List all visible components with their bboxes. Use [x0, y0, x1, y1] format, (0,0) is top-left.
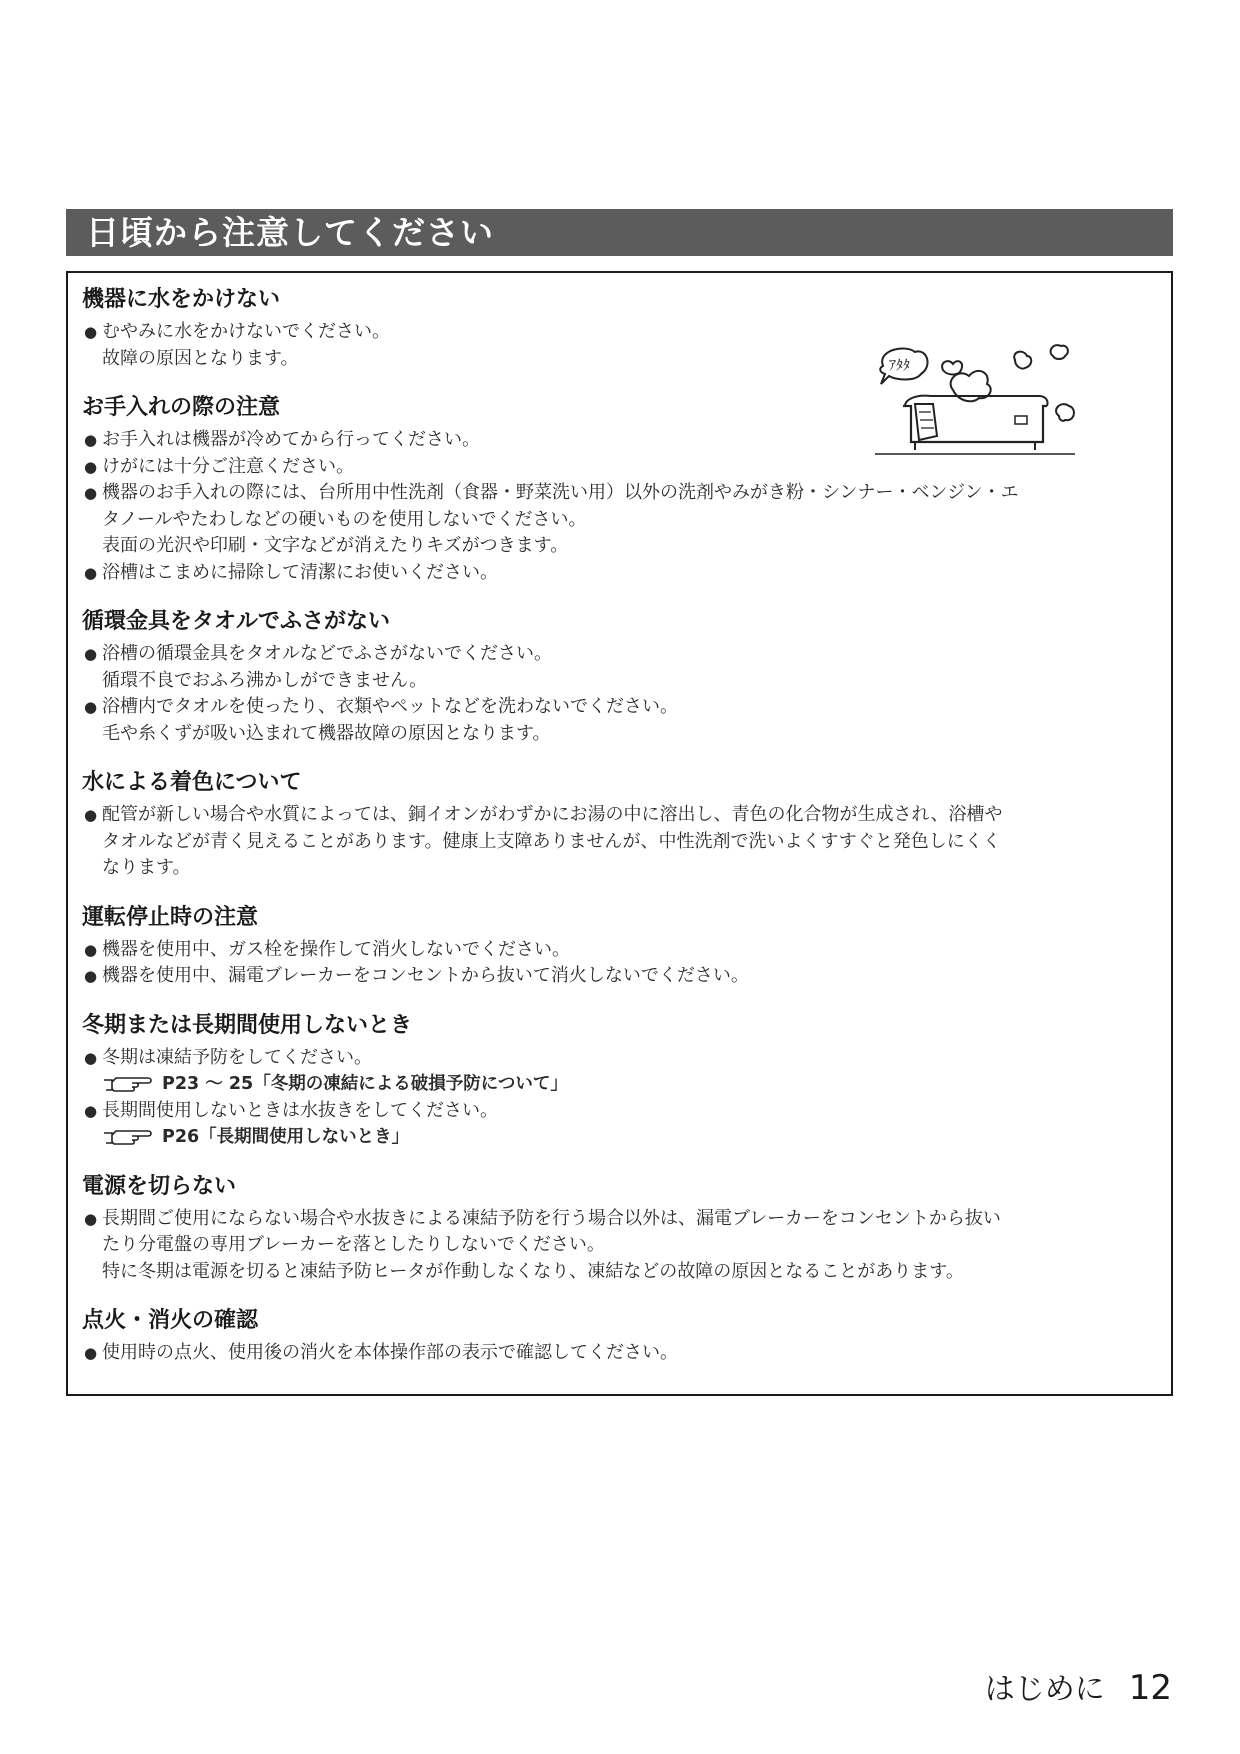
page-banner — [66, 209, 1173, 256]
bullet-dot-icon: ● — [84, 1209, 98, 1228]
page-reference-link[interactable] — [102, 1124, 1157, 1151]
bullet-dot-icon: ● — [84, 457, 98, 476]
bullet-dot-icon: ● — [84, 323, 98, 341]
bullet-text-line: 冬期は凍結予防をしてください。 — [102, 1046, 372, 1068]
bullet-text-line: 表面の光沢や印刷・文字などが消えたりキズがつきます。 — [102, 535, 569, 556]
chapter-label: はじめに — [984, 1672, 1105, 1707]
bullet-dot-icon: ● — [84, 698, 98, 716]
section-title: 循環金具をタオルでふさがない — [82, 609, 391, 634]
section-title: 点火・消火の確認 — [82, 1308, 259, 1333]
section-title: お手入れの際の注意 — [82, 395, 281, 420]
page-footer — [985, 1668, 1172, 1710]
page-number: 12 — [1128, 1668, 1172, 1708]
pointing-hand-icon — [102, 1127, 154, 1145]
caution-section — [82, 764, 1157, 882]
bullet-text-line: 配管が新しい場合や水質によっては、銅イオンがわずかにお湯の中に溶出し、青色の化合物が生成され、浴槽や — [102, 804, 1003, 825]
caution-section — [82, 603, 1157, 747]
bullet-dot-icon: ● — [84, 645, 98, 663]
bullet-item — [82, 1206, 1157, 1286]
bullet-item — [82, 1098, 1157, 1151]
bullet-item — [82, 694, 1157, 747]
bullet-text-line: お手入れは機器が冷めてから行ってください。 — [102, 429, 480, 450]
bullet-dot-icon: ● — [84, 806, 98, 824]
bullet-text-line: 浴槽の循環金具をタオルなどでふさがないでください。 — [102, 643, 552, 664]
section-title: 水による着色について — [82, 770, 302, 795]
bullet-text-line: 機器のお手入れの際には、台所用中性洗剤（食器・野菜洗い用）以外の洗剤やみがき粉・シンナー・ベンジン・エ — [102, 482, 1019, 503]
bullet-text-line: 機器を使用中、ガス栓を操作して消火しないでください。 — [102, 938, 570, 960]
section-title: 冬期または長期間使用しないとき — [82, 1012, 413, 1038]
bullet-text-line: 特に冬期は電源を切ると凍結予防ヒータが作動しなくなり、凍結などの故障の原因となることがあります。 — [102, 1260, 964, 1282]
bullet-dot-icon: ● — [84, 940, 98, 959]
bathtub-towel-icon — [875, 342, 1075, 460]
caution-section — [82, 1007, 1157, 1151]
bullet-text-line: タノールやたわしなどの硬いものを使用しないでください。 — [102, 508, 587, 530]
bullet-text-line: 機器を使用中、漏電ブレーカーをコンセントから抜いて消火しないでください。 — [102, 965, 749, 986]
bullet-item — [82, 641, 1157, 694]
bullet-list — [82, 1045, 1157, 1151]
bullet-text-line: 長期間使用しないときは水抜きをしてください。 — [102, 1099, 498, 1121]
bullet-dot-icon: ● — [84, 1344, 98, 1362]
bullet-dot-icon: ● — [84, 1048, 98, 1067]
bullet-dot-icon: ● — [84, 967, 98, 985]
bullet-text-line: 浴槽はこまめに掃除して清潔にお使いください。 — [102, 561, 498, 583]
banner-title: 日頃から注意してください — [86, 213, 494, 252]
bullet-text-line: 故障の原因となります。 — [102, 347, 299, 369]
bullet-item — [82, 1340, 1157, 1367]
reference-text: P26「長期間使用しないとき」 — [162, 1127, 410, 1147]
bullet-text-line: むやみに水をかけないでください。 — [102, 321, 390, 342]
bullet-text-line: 毛や糸くずが吸い込まれて機器故障の原因となります。 — [102, 722, 551, 744]
bullet-text-line: たり分電盤の専用ブレーカーを落としたりしないでください。 — [102, 1234, 605, 1255]
caution-section — [82, 1302, 1157, 1367]
bullet-text-line: けがには十分ご注意ください。 — [102, 455, 354, 477]
caution-section — [82, 899, 1157, 990]
bullet-list — [82, 1340, 1157, 1367]
section-title: 運転停止時の注意 — [82, 904, 259, 930]
page-reference-link[interactable] — [102, 1071, 1157, 1098]
bullet-list — [82, 641, 1157, 747]
bullet-dot-icon: ● — [84, 484, 98, 502]
bullet-text-line: 長期間ご使用にならない場合や水抜きによる凍結予防を行う場合以外は、漏電ブレーカーをコンセントから抜い — [102, 1207, 1001, 1229]
bullet-text-line: 循環不良でおふろ沸かしができません。 — [102, 669, 428, 691]
bullet-text-line: なります。 — [102, 857, 191, 878]
bullet-item — [82, 802, 1157, 882]
bullet-item — [82, 560, 1157, 587]
bullet-item — [82, 480, 1157, 560]
bullet-dot-icon: ● — [84, 431, 98, 449]
bullet-item — [82, 1045, 1157, 1098]
bullet-list — [82, 937, 1157, 990]
bullet-item — [82, 963, 1157, 990]
section-title: 機器に水をかけない — [82, 287, 281, 312]
pointing-hand-icon — [102, 1074, 154, 1092]
bubble-text: ｱﾀﾀ — [889, 358, 910, 374]
bullet-dot-icon: ● — [84, 1101, 98, 1120]
caution-section — [82, 1168, 1157, 1286]
bullet-text-line: 浴槽内でタオルを使ったり、衣類やペットなどを洗わないでください。 — [102, 696, 678, 717]
bullet-list — [82, 802, 1157, 882]
bullet-text-line: 使用時の点火、使用後の消火を本体操作部の表示で確認してください。 — [102, 1342, 678, 1363]
reference-text: P23 ～ 25「冬期の凍結による破損予防について」 — [162, 1074, 568, 1094]
bullet-text-line: タオルなどが青く見えることがあります。健康上支障ありませんが、中性洗剤で洗いよくすすぐと発色しにくく — [102, 830, 1001, 852]
bullet-list — [82, 1206, 1157, 1286]
section-title: 電源を切らない — [82, 1173, 237, 1199]
bullet-dot-icon: ● — [84, 563, 98, 582]
bullet-item — [82, 937, 1157, 964]
